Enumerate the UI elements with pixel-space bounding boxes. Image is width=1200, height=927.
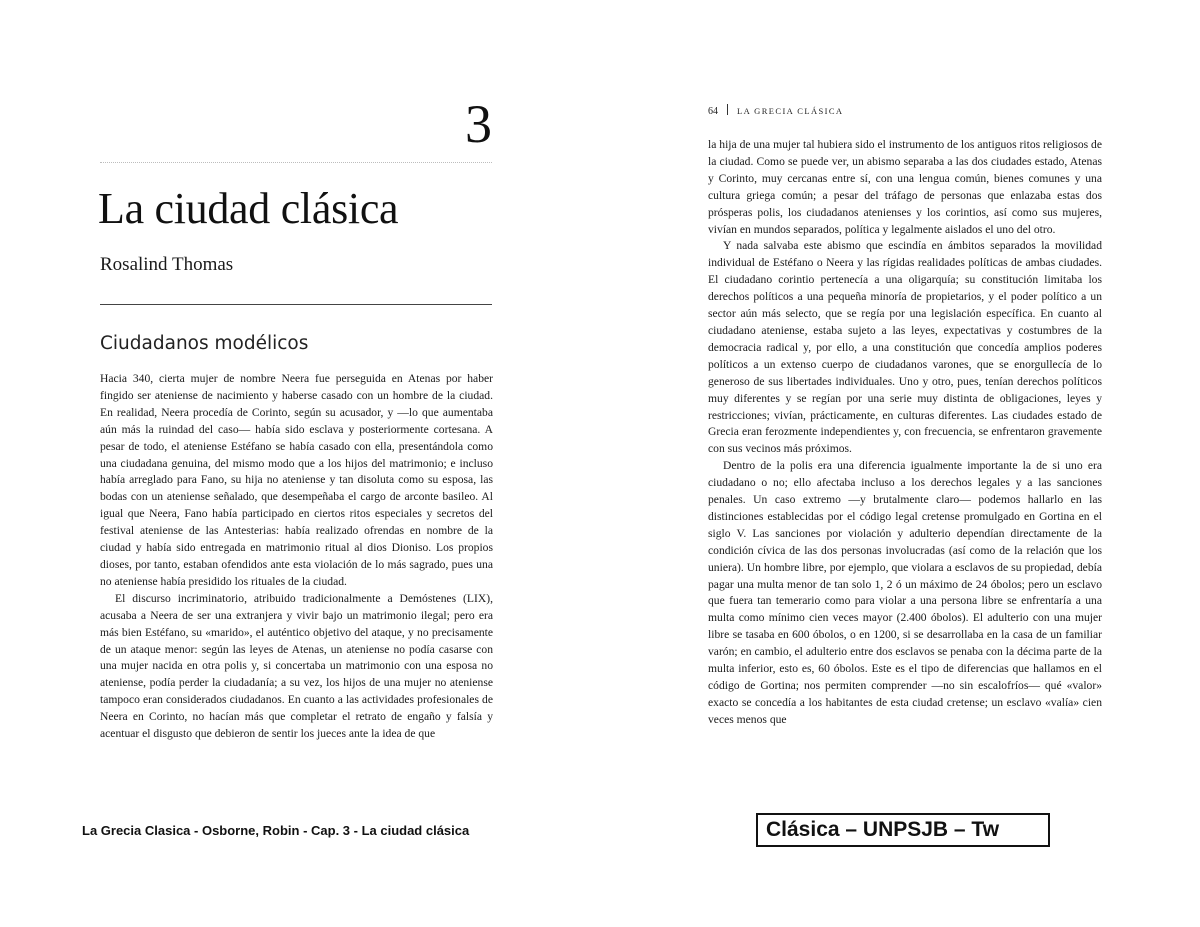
paragraph: la hija de una mujer tal hubiera sido el instrumento de los antiguos ritos religiosos de la ciudad. Como se puede ver, un abismo separaba a las dos ciudades estado, Atenas y Corinto, muy cercanas entre sí, con una lengua común, bienes comunes y una cultura griega común; a pesar del tráfago de personas que enlazaba estas dos prósperas polis, los ciudadanos atenienses y los corintios, así como sus mujeres, vivían en mundos separados, política y legalmente aislados el uno del otro. (708, 138, 1102, 236)
running-header (708, 104, 1008, 119)
chapter-author: Rosalind Thomas (100, 254, 234, 275)
top-divider (100, 162, 492, 163)
chapter-number: 3 (465, 94, 492, 154)
right-page-body (708, 137, 1102, 729)
section-heading: Ciudadanos modélicos (100, 333, 309, 354)
chapter-title: La ciudad clásica (98, 184, 399, 233)
paragraph: Y nada salvaba este abismo que escindía en ámbitos separados la movilidad individual de Estéfano o Neera y las rígidas realidades políticas de ambas ciudades. El ciudadano corintio pertenecía a una oligarquía; su constitución limitaba los derechos políticos a una pequeña minoría de propietarios, y el poder político a un sector aún más selecto, que se regía por una legislación específica. En cuanto al ciudadano ateniense, estaba sujeto a las leyes, expectativas y costumbres de la democracia radical y, por ello, a una constitución que concedía amplios poderes políticos a un extenso cuerpo de ciudadanos varones, que se enorgullecía de lo generoso de sus libertades individuales. Uno y otro, pues, tenían derechos políticos muy diferentes y se regían por una serie muy distinta de obligaciones, leyes y restricciones; vivían, prácticamente, en culturas diferentes. Las ciudades estado de Grecia eran ferozmente independientes y, con frecuencia, se enfrentaron gravemente con sus vecinos más próximos. (708, 239, 1102, 456)
paragraph: El discurso incriminatorio, atribuido tradicionalmente a Demóstenes (LIX), acusaba a Neera de ser una extranjera y vivir bajo un matrimonio ilegal; pero era más bien Estéfano, su «marido», el auténtico objetivo del ataque, y no precisamente de un ataque menor: según las leyes de Atenas, un ateniense no podía casarse con una mujer nacida en otra polis y, si concertaba un matrimonio con una esposa no ateniense, podía perder la ciudadanía; a su vez, los hijos de una mujer no ateniense tampoco eran considerados ciudadanos. En cuanto a las actividades profesionales de Neera en Corinto, no hacían más que completar el retrato de engaño y falsía y acentuar el disgusto que debieron de sentir los jueces ante la idea de que (100, 591, 493, 741)
header-separator (727, 104, 728, 115)
left-page-body (100, 371, 493, 743)
source-caption: La Grecia Clasica - Osborne, Robin - Cap. 3 - La ciudad clásica (82, 823, 470, 838)
course-label-box: Clásica – UNPSJB – Tw (756, 813, 1050, 847)
paragraph: Dentro de la polis era una diferencia igualmente importante la de si uno era ciudadano o no; ello afectaba incluso a los derechos legales y a las sanciones penales. Un caso extremo —y brutalmente claro— podemos hallarlo en las distinciones establecidas por el código legal cretense promulgado en Gortina en el siglo V. Las sanciones por violación y adulterio dependían directamente de la condición cívica de las dos personas involucradas (así como de la relación que los uniera). Un hombre libre, por ejemplo, que violara a esclavos de su propiedad, debía pagar una multa menor de tan solo 1, 2 ó un máximo de 24 óbolos; pero un esclavo que fuera tan temerario como para violar a una persona libre se enfrentaría a una multa como mínimo cien veces mayor (2.400 óbolos). El adulterio con una mujer libre se tasaba en 600 óbolos, o en 1200, si se desarrollaba en la casa de un familiar varón; en cambio, el adulterio entre dos esclavos se penaba con la décima parte de la multa inferior, esto es, 60 óbolos. Este es el tipo de diferencias que hallamos en el código de Gortina; nos permiten comprender —no sin escalofríos— qué «valor» exacto se concedía a los habitantes de esta ciudad cretense; un esclavo «valía» cien veces menos que (708, 459, 1102, 726)
paragraph: Hacia 340, cierta mujer de nombre Neera fue perseguida en Atenas por haber fingido ser ateniense de nacimiento y haberse casado con un hombre de la ciudad. En realidad, Neera procedía de Corinto, según su acusador, y —lo que aumentaba aún más la ruindad del caso— había sido esclava y posteriormente cortesana. A pesar de todo, el ateniense Estéfano se había casado con ella, presentándola como una ciudadana genuina, del mismo modo que a los hijos del matrimonio; e incluso había arreglado para Fano, su hija no ateniense y tan disoluta como su esposa, las bodas con un ateniense señalado, que desempeñaba el cargo de arconte basileo. Al igual que Neera, Fano había participado en ciertos ritos especiales y secretos del festival ateniense de las Antesterias: había realizado ofrendas en nombre de la ciudad y había sido entregada en matrimonio ritual al dios Dioniso. Los propios dioses, por tanto, estaban ofendidos ante esta violación de lo más sagrado, pues una no ateniense había presidido los rituales de la ciudad. (100, 372, 493, 588)
running-title: LA GRECIA CLÁSICA (737, 106, 844, 116)
section-divider (100, 304, 492, 305)
page-number: 64 (708, 106, 718, 117)
